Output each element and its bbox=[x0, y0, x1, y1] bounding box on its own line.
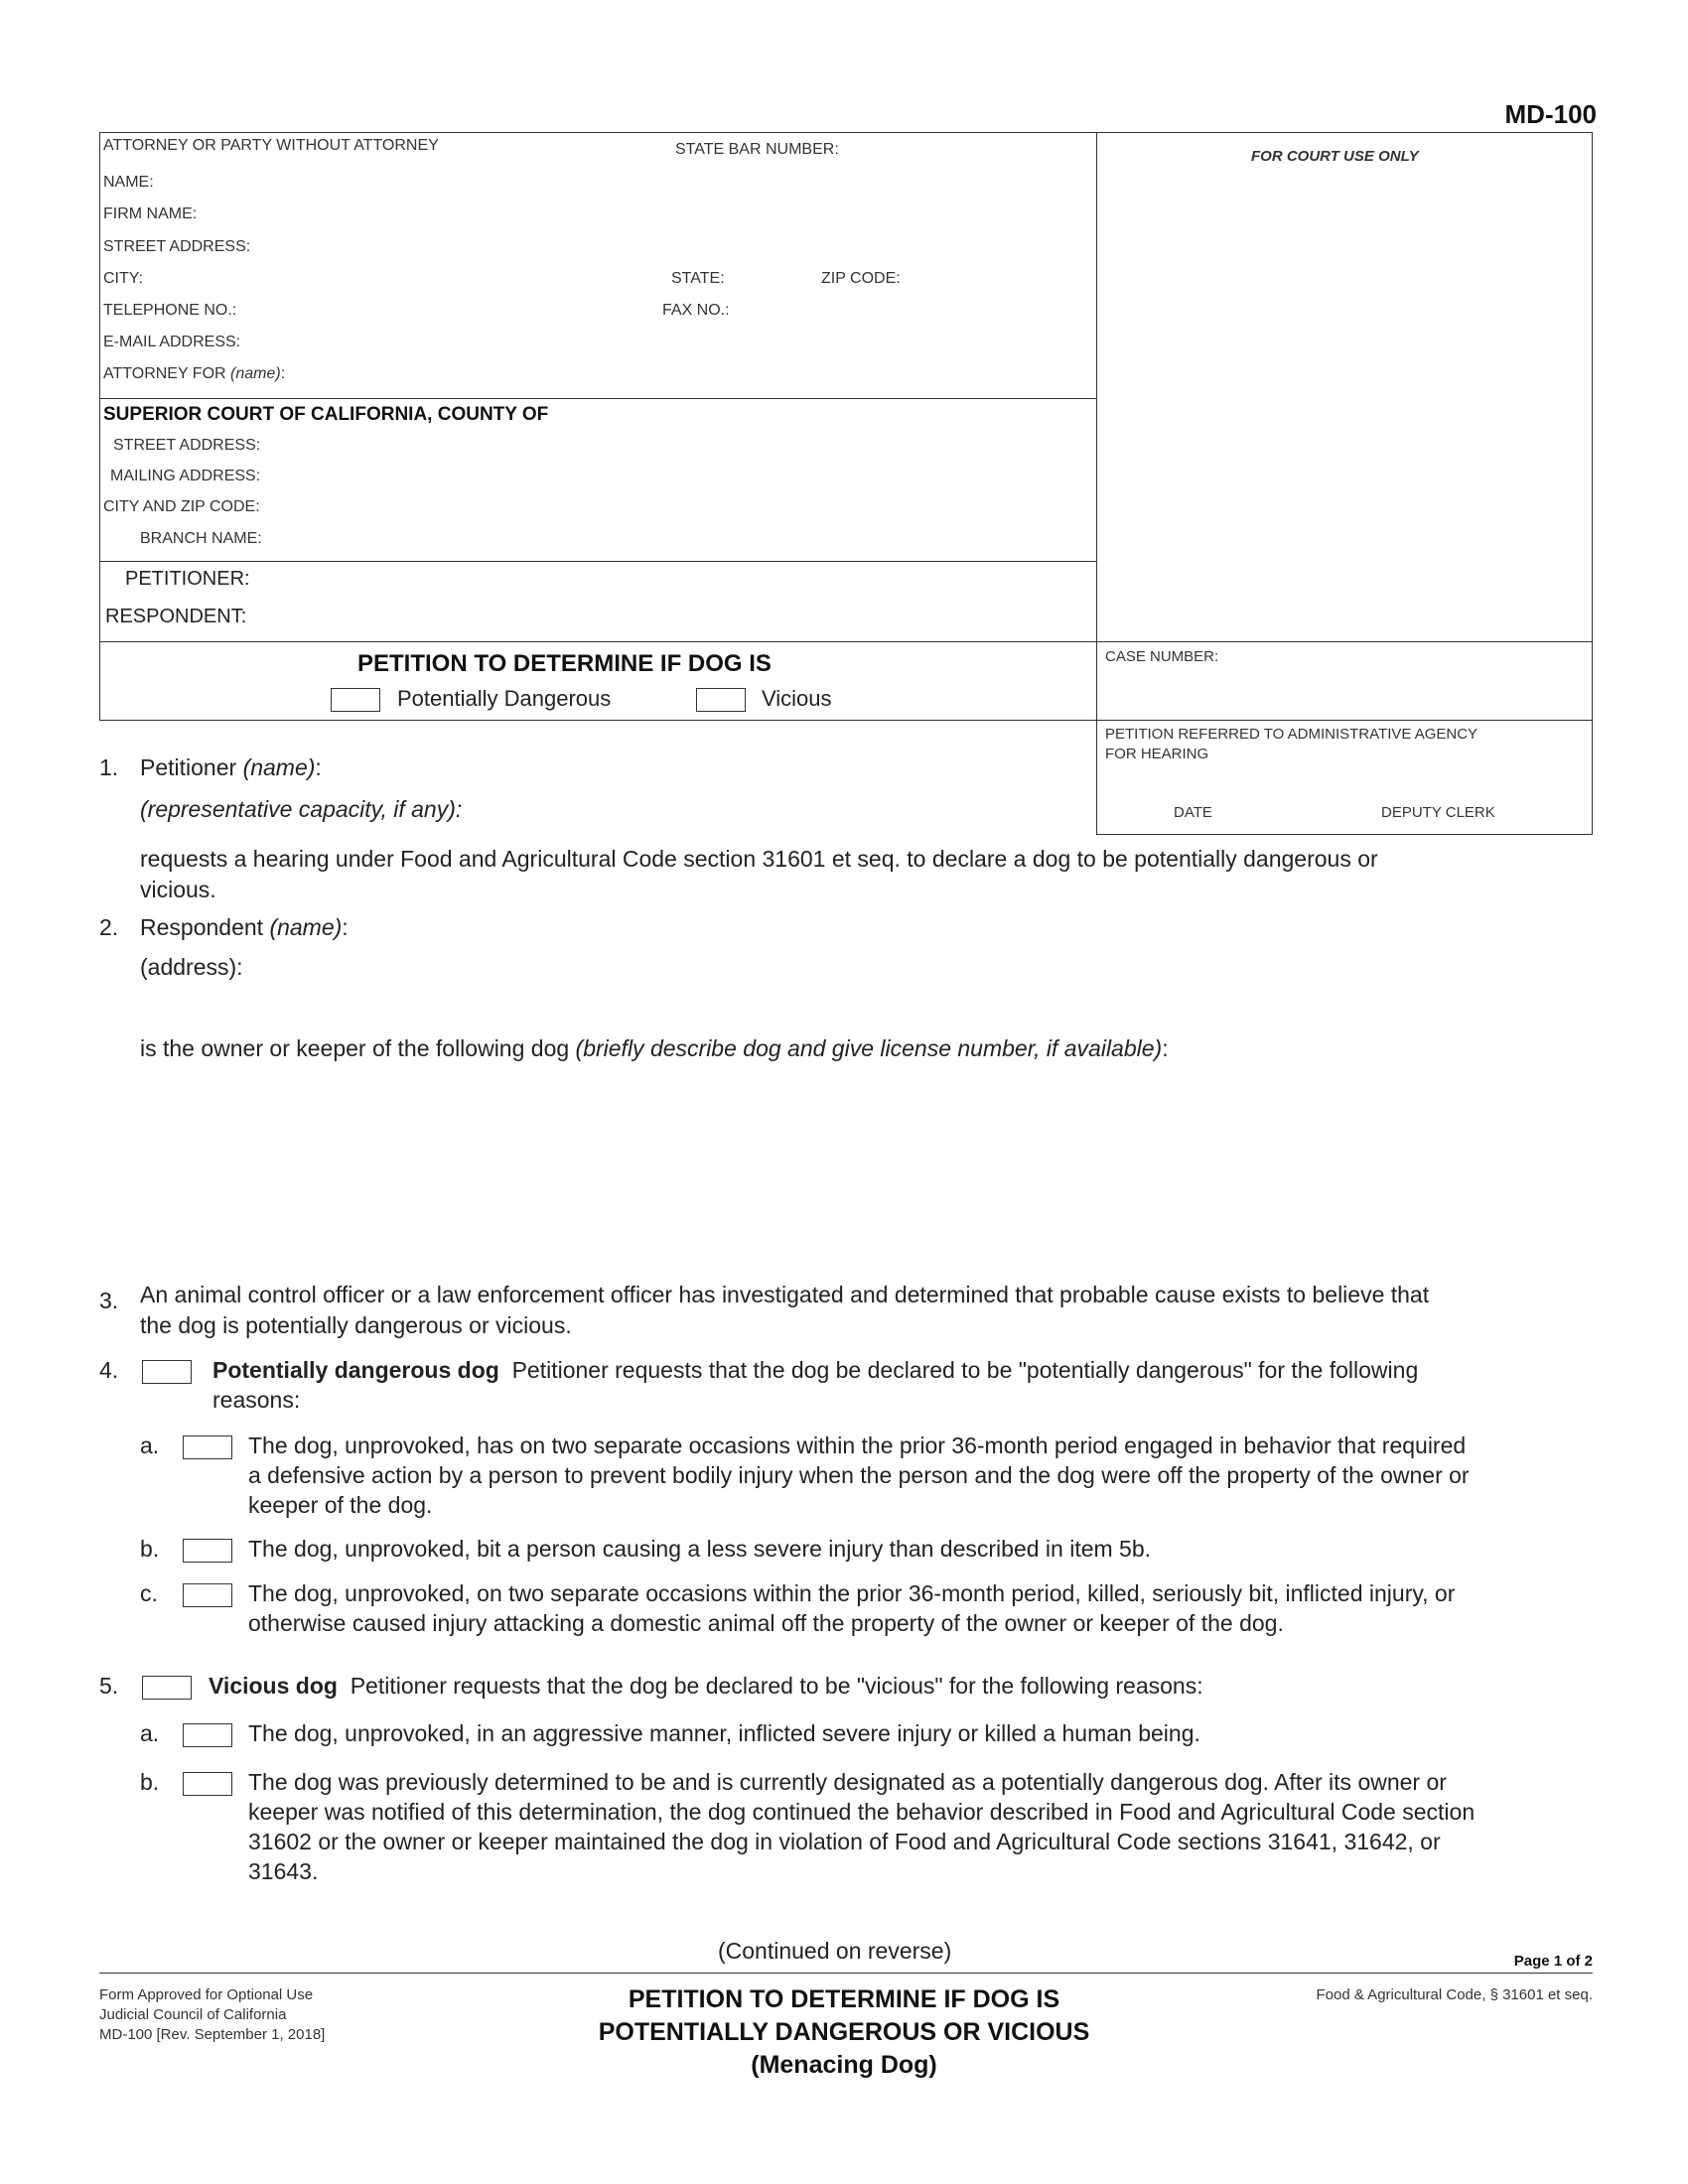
attorney-for-text: ATTORNEY FOR bbox=[103, 365, 226, 382]
code-reference: Food & Agricultural Code, § 31601 et seq. bbox=[1316, 1986, 1593, 2003]
attorney-for-label[interactable] bbox=[103, 365, 285, 383]
state-label[interactable]: STATE: bbox=[671, 270, 725, 287]
item-4b-checkbox[interactable] bbox=[183, 1539, 232, 1563]
attorney-court-divider bbox=[99, 398, 1096, 399]
item-2-owner-text: is the owner or keeper of the following dog bbox=[140, 1035, 570, 1061]
petition-title: PETITION TO DETERMINE IF DOG IS bbox=[357, 650, 772, 677]
item-3-line-2: the dog is potentially dangerous or vicious. bbox=[140, 1312, 572, 1338]
item-4c-line-2: otherwise caused injury attacking a domestic animal off the property of the owner or keeper of the dog. bbox=[248, 1610, 1284, 1636]
case-number-label[interactable]: CASE NUMBER: bbox=[1105, 648, 1219, 665]
item-5b-checkbox[interactable] bbox=[183, 1772, 232, 1796]
zip-code-label[interactable]: ZIP CODE: bbox=[821, 270, 901, 287]
petitioner-label[interactable]: PETITIONER: bbox=[125, 568, 250, 590]
court-title: SUPERIOR COURT OF CALIFORNIA, COUNTY OF bbox=[103, 404, 549, 425]
item-4a-line-2: a defensive action by a person to prevent bodily injury when the person and the dog were off the property of the owner or bbox=[248, 1462, 1470, 1488]
item-1-representative[interactable]: (representative capacity, if any): bbox=[140, 796, 463, 822]
email-label[interactable]: E-MAIL ADDRESS: bbox=[103, 334, 241, 350]
form-id: MD-100 bbox=[1504, 99, 1597, 129]
name-label[interactable]: NAME: bbox=[103, 174, 154, 191]
parties-title-divider bbox=[99, 641, 1593, 642]
item-1-number: 1. bbox=[99, 754, 119, 780]
item-2-owner-colon: : bbox=[1162, 1035, 1169, 1061]
footer-title-1: PETITION TO DETERMINE IF DOG IS bbox=[628, 1985, 1060, 2013]
item-4-text: Petitioner requests that the dog be declared to be "potentially dangerous" for the following bbox=[511, 1357, 1419, 1383]
item-1-colon: : bbox=[315, 754, 322, 780]
deputy-clerk-label[interactable]: DEPUTY CLERK bbox=[1381, 804, 1495, 821]
item-2-owner-hint: (briefly describe dog and give license number, if available) bbox=[575, 1035, 1163, 1061]
attorney-label: ATTORNEY OR PARTY WITHOUT ATTORNEY bbox=[103, 137, 439, 154]
item-4b-letter: b. bbox=[140, 1536, 160, 1562]
item-3-line-1: An animal control officer or a law enforcement officer has investigated and determined that probable cause exists to believe that bbox=[140, 1282, 1430, 1307]
item-5-number: 5. bbox=[99, 1673, 119, 1699]
approved-line-2: Judicial Council of California bbox=[99, 2006, 287, 2023]
city-label[interactable]: CITY: bbox=[103, 270, 144, 287]
court-branch-label[interactable]: BRANCH NAME: bbox=[140, 530, 262, 547]
header-mid-divider bbox=[1096, 132, 1097, 835]
item-2-number: 2. bbox=[99, 914, 119, 940]
item-4-line-1 bbox=[212, 1357, 1418, 1384]
item-3-number: 3. bbox=[99, 1288, 119, 1313]
vicious-label: Vicious bbox=[762, 686, 832, 711]
approved-line-3: MD-100 [Rev. September 1, 2018] bbox=[99, 2026, 326, 2043]
item-5-title: Vicious dog bbox=[209, 1673, 338, 1699]
item-5-line-1 bbox=[209, 1673, 1203, 1700]
item-5b-line-3: 31602 or the owner or keeper maintained the dog in violation of Food and Agricultural Code sections 31641, 31642, or bbox=[248, 1829, 1441, 1854]
item-1-petitioner[interactable] bbox=[140, 754, 322, 781]
item-4-checkbox[interactable] bbox=[142, 1360, 192, 1384]
item-1-request-line-1: requests a hearing under Food and Agricultural Code section 31601 et seq. to declare a dog to be potentially dangerous or bbox=[140, 846, 1378, 872]
header-top-border bbox=[99, 132, 1593, 133]
attorney-for-name-hint: (name) bbox=[230, 365, 281, 382]
item-4c-checkbox[interactable] bbox=[183, 1583, 232, 1607]
item-5b-letter: b. bbox=[140, 1769, 160, 1795]
continued-note: (Continued on reverse) bbox=[718, 1938, 952, 1964]
respondent-label[interactable]: RESPONDENT: bbox=[105, 606, 247, 627]
item-5-checkbox[interactable] bbox=[142, 1676, 192, 1700]
item-4a-line-3: keeper of the dog. bbox=[248, 1492, 433, 1518]
item-4c-line-1: The dog, unprovoked, on two separate occasions within the prior 36-month period, killed, seriously bit, inflicted injury, or bbox=[248, 1580, 1456, 1606]
attorney-for-colon: : bbox=[280, 365, 286, 382]
item-2-text: Respondent bbox=[140, 914, 264, 940]
item-5a-checkbox[interactable] bbox=[183, 1723, 232, 1747]
page-number: Page 1 of 2 bbox=[1513, 1953, 1593, 1970]
item-4a-checkbox[interactable] bbox=[183, 1435, 232, 1459]
item-5b-line-2: keeper was notified of this determination, the dog continued the behavior described in Food and Agricultural Code section bbox=[248, 1799, 1476, 1825]
court-mailing-label[interactable]: MAILING ADDRESS: bbox=[110, 468, 261, 484]
vicious-checkbox[interactable] bbox=[696, 688, 746, 712]
item-5a-letter: a. bbox=[140, 1720, 160, 1746]
approved-line-1: Form Approved for Optional Use bbox=[99, 1986, 314, 2003]
item-1-name-hint: (name) bbox=[242, 754, 316, 780]
item-5b-line-4: 31643. bbox=[248, 1858, 319, 1884]
court-city-label[interactable]: CITY AND ZIP CODE: bbox=[103, 498, 260, 515]
item-2-colon: : bbox=[342, 914, 349, 940]
title-bottom-border bbox=[99, 720, 1593, 721]
court-street-label[interactable]: STREET ADDRESS: bbox=[113, 437, 261, 454]
fax-label[interactable]: FAX NO.: bbox=[662, 302, 730, 319]
potentially-dangerous-checkbox[interactable] bbox=[331, 688, 380, 712]
item-5b-line-1: The dog was previously determined to be and is currently designated as a potentially dangerous dog. After its owner or bbox=[248, 1769, 1447, 1795]
court-use-label: FOR COURT USE ONLY bbox=[1251, 148, 1419, 165]
item-4-title: Potentially dangerous dog bbox=[212, 1357, 499, 1383]
item-4-number: 4. bbox=[99, 1357, 119, 1383]
header-right-border bbox=[1592, 132, 1593, 835]
item-4-line-2: reasons: bbox=[212, 1387, 301, 1413]
footer-rule bbox=[99, 1973, 1593, 1974]
potentially-dangerous-label: Potentially Dangerous bbox=[397, 686, 612, 711]
item-4c-letter: c. bbox=[140, 1580, 158, 1606]
referred-label-1: PETITION REFERRED TO ADMINISTRATIVE AGENCY bbox=[1105, 726, 1478, 743]
item-2-respondent[interactable] bbox=[140, 914, 349, 941]
item-4b-line-1: The dog, unprovoked, bit a person causing a less severe injury than described in item 5b. bbox=[248, 1536, 1152, 1562]
street-address-label[interactable]: STREET ADDRESS: bbox=[103, 238, 251, 255]
item-5-text: Petitioner requests that the dog be declared to be "vicious" for the following reasons: bbox=[350, 1673, 1203, 1699]
referred-bottom-border bbox=[1096, 834, 1593, 835]
firm-name-label[interactable]: FIRM NAME: bbox=[103, 205, 198, 222]
item-1-text: Petitioner bbox=[140, 754, 237, 780]
header-left-border bbox=[99, 132, 100, 721]
item-2-owner[interactable] bbox=[140, 1035, 1169, 1062]
item-4a-letter: a. bbox=[140, 1433, 160, 1458]
item-1-request-line-2: vicious. bbox=[140, 877, 216, 902]
item-2-address[interactable]: (address): bbox=[140, 954, 243, 980]
item-5a-line-1: The dog, unprovoked, in an aggressive manner, inflicted severe injury or killed a human being. bbox=[248, 1720, 1200, 1746]
item-4a-line-1: The dog, unprovoked, has on two separate occasions within the prior 36-month period engaged in behavior that required bbox=[248, 1433, 1467, 1458]
footer-title-3: (Menacing Dog) bbox=[751, 2051, 937, 2079]
referred-label-2: FOR HEARING bbox=[1105, 746, 1209, 762]
item-2-name-hint: (name) bbox=[269, 914, 343, 940]
footer-title-2: POTENTIALLY DANGEROUS OR VICIOUS bbox=[598, 2018, 1090, 2046]
telephone-label[interactable]: TELEPHONE NO.: bbox=[103, 302, 237, 319]
state-bar-label: STATE BAR NUMBER: bbox=[675, 141, 839, 158]
court-parties-divider bbox=[99, 561, 1096, 562]
date-label[interactable]: DATE bbox=[1174, 804, 1212, 821]
